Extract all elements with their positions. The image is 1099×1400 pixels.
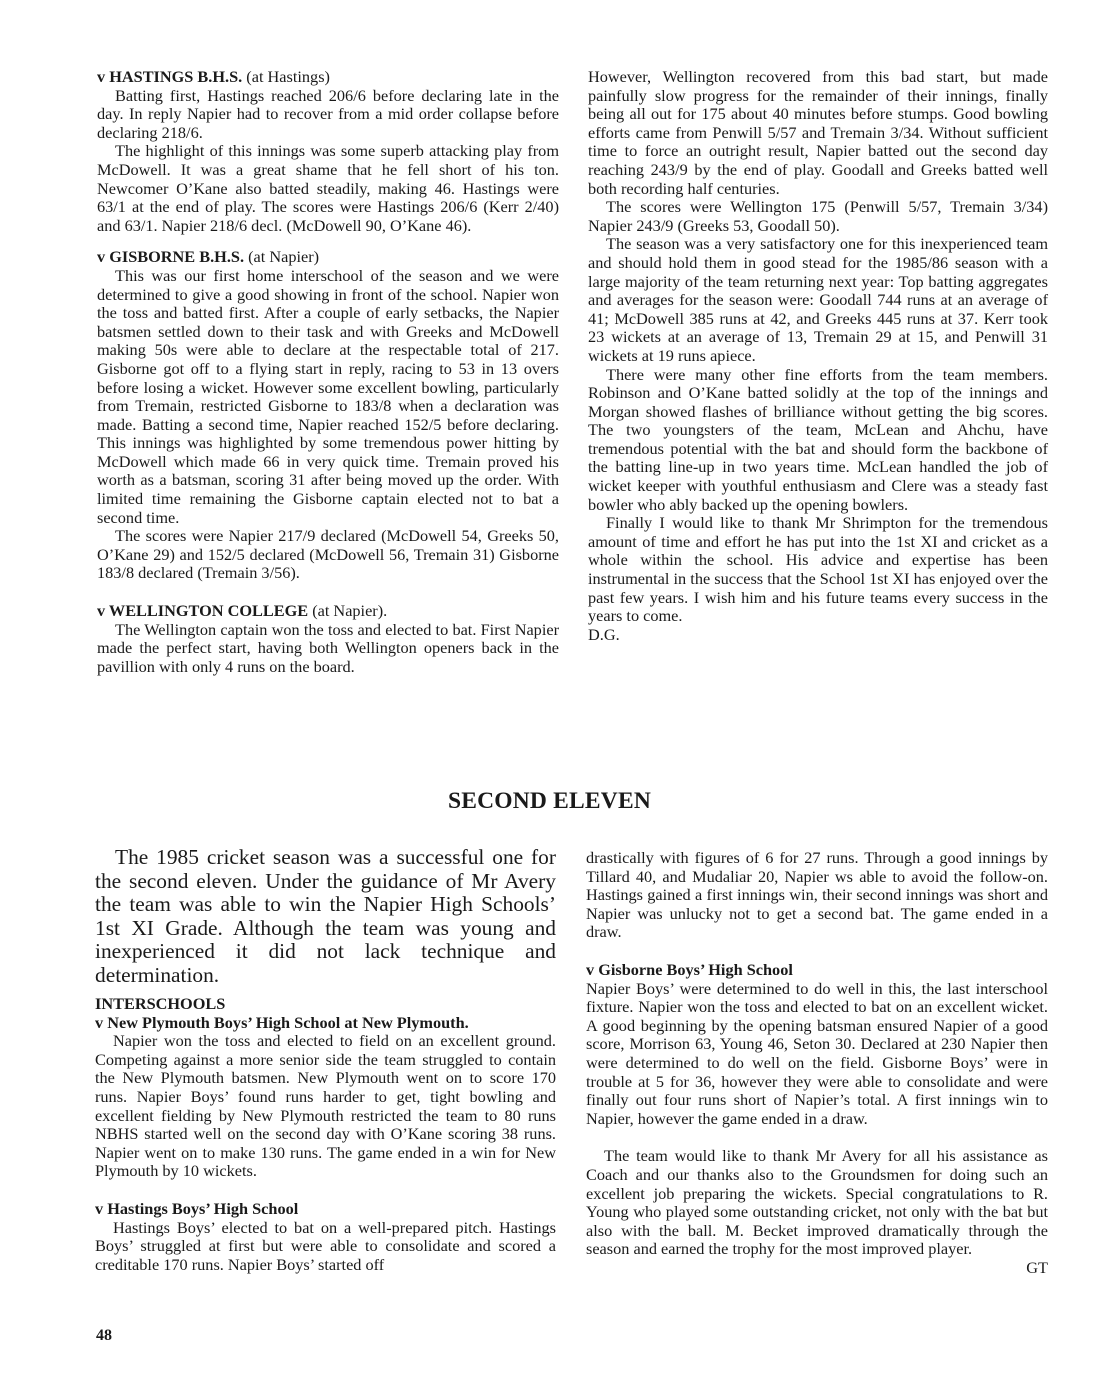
season-summary-paragraph: The season was a very satisfactory one for this inexperienced team and should hold them in good stead for the 1985/86 season with a large majority of the team returning next year: Top batting aggregates and averages for the season were: Goodall 744 runs at an average of 41; McDowell 385 runs at 42, and Greeks 445 runs at 37. Kerr took 23 wickets at an average of 13, Tremain 29 at 15, and Penwill 31 wickets at 19 runs apiece. <box>588 234 1048 365</box>
gisborne-heading: v GISBORNE B.H.S. <box>97 247 245 267</box>
new-plymouth-heading: v New Plymouth Boys’ High School at New Plymouth. <box>95 1012 469 1032</box>
spacer <box>95 1181 556 1200</box>
hastings-boys-heading: v Hastings Boys’ High School <box>95 1198 299 1218</box>
spacer <box>97 583 559 602</box>
thanks-paragraph: Finally I would like to thank Mr Shrimpton for the tremendous amount of time and effort he has put into the 1st XI and cricket as a whole within the school. His advice and expertise has been instrumental in the success that the School 1st XI has enjoyed over the past few years. I wish him and his future teams every success in the years to come. <box>588 513 1048 626</box>
team-thanks-paragraph: The team would like to thank Mr Avery for all his assistance as Coach and our thanks also to the Groundsmen for doing such an excellent job preparing the wickets. Special congratulations to R. Young who played some outstanding cricket, not only with the bat but also with the ball. M. Becket improved dramatically through the season and earned the trophy for the most improved player. <box>586 1146 1048 1259</box>
page-number: 48 <box>96 1327 112 1344</box>
gisborne-boys-paragraph: Napier Boys’ were determined to do well in this, the last interschool fixture. Napier won the toss and elected to bat on an excellent wicket. A good beginning by the opening batsman ensured Napier of a good score, Morrison 63, Young 46, Seton 30. Declared at 230 Napier then were determined to do well on the field. Gisborne Boys’ were in trouble at 5 for 36, however they were able to consolidate and were finally out four runs short of Napier’s total. A first innings win to Napier, however the game ended in a draw. <box>586 978 1048 1128</box>
gisborne-venue: (at Napier) <box>244 247 320 267</box>
hastings-venue: (at Hastings) <box>242 67 330 86</box>
author-signature: D.G. <box>588 624 620 644</box>
hastings-boys-paragraph: Hastings Boys’ elected to bat on a well-prepared pitch. Hastings Boys’ struggled at first but were able to consolidate and scored a creditable 170 runs. Napier Boys’ started off <box>95 1217 556 1274</box>
gisborne-boys-heading: v Gisborne Boys’ High School <box>586 959 793 979</box>
wellington-scores-paragraph: The scores were Wellington 175 (Penwill 5/57, Tremain 3/34) Napier 243/9 (Greeks 53, Goodall 50). <box>588 197 1048 235</box>
first-eleven-right-column <box>588 68 1048 644</box>
first-eleven-left-column <box>97 68 559 676</box>
second-eleven-intro <box>95 846 556 987</box>
wellington-heading: v WELLINGTON COLLEGE <box>97 601 309 621</box>
new-plymouth-paragraph: Napier won the toss and elected to field on an excellent ground. Competing against a more senior side the team struggled to contain the New Plymouth batsmen. New Plymouth went on to score 170 runs. Napier Boys’ found runs harder to get, tight bowling and excellent fielding by New Plymouth restricted the team to 80 runs NBHS started well on the second day with O’Kane scoring 38 runs. Napier went on to make 130 runs. The game ended in a win for New Plymouth by 10 wickets. <box>95 1031 556 1181</box>
wellington-venue: (at Napier). <box>308 601 388 621</box>
hastings-paragraph-1: Batting first, Hastings reached 206/6 before declaring late in the day. In reply Napier had to recover from a mid order collapse before declaring 218/6. <box>97 85 559 142</box>
spacer <box>586 1128 1048 1147</box>
interschools-heading: INTERSCHOOLS <box>95 994 226 1013</box>
second-eleven-left-column <box>95 995 556 1274</box>
gisborne-paragraph-1: This was our first home interschool of the season and we were determined to give a good showing in front of the school. Napier won the toss and batted first. After a couple of early setbacks, the Napier batsmen settled down to their task and with Greeks and McDowell making 50s were able to declare at the respectable total of 217. Gisborne got off to a flying start in reply, racing to 53 in 13 overs before losing a wicket. However some excellent bowling, particularly from Tremain, restricted Gisborne to 183/8 when a declaration was made. Batting a second time, Napier reached 152/5 before declaring. This innings was highlighted by some tremendous power hitting by McDowell which made 66 in very quick time. Tremain proved his worth as a batsman, scoring 31 after being moved up the order. With limited time remaining the Gisborne captain elected not to bat a second time. <box>97 265 559 527</box>
hastings-continued-paragraph: drastically with figures of 6 for 27 runs. Through a good innings by Tillard 40, and Mudaliar 20, Napier ws able to avoid the follow-on. Hastings gained a first innings win, their second innings was short and Napier was unlucky not to get a second bat. The game ended in a draw. <box>586 848 1048 942</box>
gisborne-match-heading <box>97 248 559 267</box>
wellington-continued-paragraph: However, Wellington recovered from this bad start, but made painfully slow progress for the remainder of their innings, finally being all out for 175 about 40 minutes before stumps. Good bowling efforts came from Penwill 5/57 and Tremain 3/34. Without sufficient time to force an outright result, Napier batted out the second day reaching 243/9 by the end of play. Goodall and Greeks batted well both recording half centuries. <box>588 67 1048 198</box>
wellington-match-heading <box>97 602 559 621</box>
gisborne-paragraph-2: The scores were Napier 217/9 declared (McDowell 54, Greeks 50, O’Kane 29) and 152/5 declared (McDowell 56, Tremain 31) Gisborne 183/8 declared (Tremain 3/56). <box>97 526 559 583</box>
hastings-heading: v HASTINGS B.H.S. <box>97 67 243 86</box>
second-eleven-right-column <box>586 849 1048 1277</box>
spacer <box>586 942 1048 961</box>
team-members-paragraph: There were many other fine efforts from the team members. Robinson and O’Kane batted solidly at the top of the innings and Morgan showed flashes of brilliance without getting the big scores. The two youngsters of the team, McLean and Ahchu, have tremendous potential with the bat and should form the backbone of the batting line-up in two years time. McLean handled the job of wicket keeper with youthful enthusiasm and Clere was a steady fast bowler who ably backed up the opening bowlers. <box>588 364 1048 514</box>
wellington-paragraph-1: The Wellington captain won the toss and elected to bat. First Napier made the perfect start, having both Wellington openers back in the pavillion with only 4 runs on the board. <box>97 619 559 676</box>
signature-line <box>586 1259 1048 1278</box>
section-title: SECOND ELEVEN <box>447 788 652 814</box>
hastings-paragraph-2: The highlight of this innings was some superb attacking play from McDowell. It was a great shame that he fell short of his ton. Newcomer O’Kane also batted steadily, making 46. Hastings were 63/1 at the end of play. The scores were Hastings 206/6 (Kerr 2/40) and 63/1. Napier 218/6 decl. (McDowell 90, O’Kane 46). <box>97 141 559 235</box>
hastings-match-heading <box>97 68 559 87</box>
intro-text: The 1985 cricket season was a successful one for the second eleven. Under the guidance of Mr Avery the team was able to win the Napier High Schools’ 1st XI Grade. Although the team was young and inexperienced it did not lack technique and determination. <box>95 845 556 987</box>
author-signature-gt: GT <box>1026 1257 1048 1277</box>
